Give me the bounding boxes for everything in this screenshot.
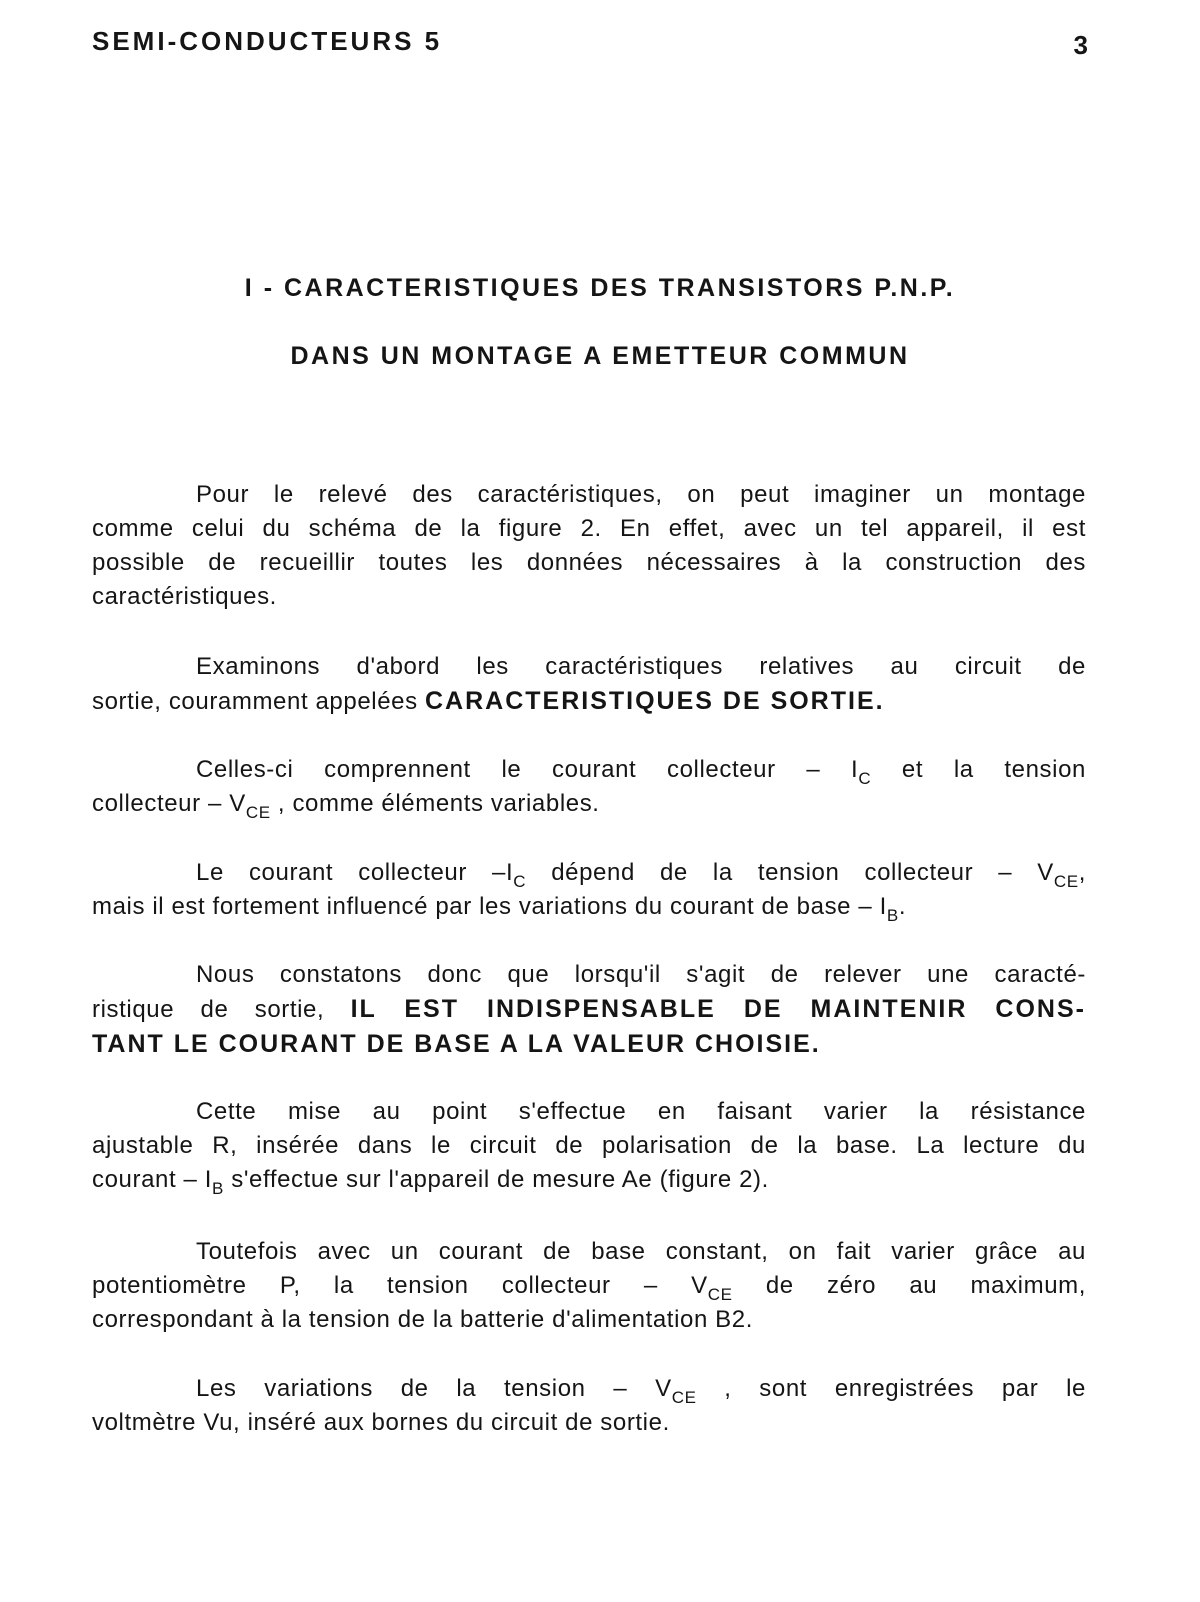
p5-line-1: Nous constatons donc que lorsqu'il s'agit de relever une caracté- [196,961,1086,988]
p3-line-1-text: Celles-ci comprennent le courant collecteur – I [196,756,859,783]
paragraph-8 [92,1372,1086,1440]
p3-sub-ce: CE [245,803,271,822]
p5-line-2-text: ristique de sortie, [92,996,325,1023]
p4-line-1-end: , [1078,859,1086,886]
p4-sub-ce: CE [1053,872,1079,891]
section-title-line-1: I - CARACTERISTIQUES DES TRANSISTORS P.N.P. [244,274,956,302]
p2-line-2-text: sortie, couramment appelées [92,688,418,715]
p4-sub-c: C [513,872,527,891]
p1-line-2: comme celui du schéma de la figure 2. En effet, avec un tel appareil, il est [92,515,1086,542]
p4-line-2-text: mais il est fortement influencé par les variations du courant de base – I [92,893,887,920]
paragraph-2 [92,650,1086,719]
p6-line-3-end: s'effectue sur l'appareil de mesure Ae (figure 2). [231,1166,769,1193]
p6-line-1: Cette mise au point s'effectue en faisant varier la résistance [196,1098,1086,1125]
p7-line-3: correspondant à la tension de la batterie d'alimentation B2. [92,1306,753,1333]
p2-line-1: Examinons d'abord les caractéristiques relatives au circuit de [196,653,1086,680]
p8-line-1-end: , sont enregistrées par le [724,1375,1086,1402]
p5-emphasis-2: TANT LE COURANT DE BASE A LA VALEUR CHOISIE. [92,1030,821,1058]
p1-line-1: Pour le relevé des caractéristiques, on peut imaginer un montage [196,481,1086,508]
p4-line-2-end: . [898,893,907,920]
paragraph-4 [92,856,1086,924]
p4-line-1-mid: dépend de la tension collecteur – V [551,859,1054,886]
p8-line-2: voltmètre Vu, inséré aux bornes du circuit de sortie. [92,1409,670,1436]
p4-line-1-text: Le courant collecteur –I [196,859,514,886]
p1-line-3: possible de recueillir toutes les données nécessaires à la construction des [92,549,1086,576]
p6-line-2: ajustable R, insérée dans le circuit de polarisation de la base. La lecture du [92,1132,1086,1159]
p2-emphasis: CARACTERISTIQUES DE SORTIE. [424,687,885,715]
p7-line-1: Toutefois avec un courant de base constant, on fait varier grâce au [196,1238,1086,1265]
p7-line-2-end: de zéro au maximum, [765,1272,1086,1299]
paragraph-3 [92,753,1086,821]
p1-line-4: caractéristiques. [92,583,277,610]
p8-sub-ce: CE [671,1388,697,1407]
p6-sub-b: B [212,1179,224,1198]
p8-line-1-text: Les variations de la tension – V [196,1375,672,1402]
p3-line-2-end: , comme éléments variables. [277,790,600,817]
p3-sub-c: C [858,769,872,788]
section-title-line-2: DANS UN MONTAGE A EMETTEUR COMMUN [290,342,910,370]
running-title: SEMI-CONDUCTEURS 5 [92,26,443,56]
page-number: 3 [1073,30,1088,60]
p3-line-2-text: collecteur – V [92,790,246,817]
paragraph-6 [92,1095,1086,1197]
p7-sub-ce: CE [707,1285,733,1304]
p6-line-3-text: courant – I [92,1166,213,1193]
p3-line-1-end: et la tension [901,756,1086,783]
paragraph-5 [92,958,1086,1061]
paragraph-1 [92,478,1086,614]
p7-line-2-text: potentiomètre P, la tension collecteur – V [92,1272,708,1299]
paragraph-7 [92,1235,1086,1337]
p5-emphasis-1: IL EST INDISPENSABLE DE MAINTENIR CONS- [350,995,1086,1023]
p4-sub-b: B [886,906,899,925]
